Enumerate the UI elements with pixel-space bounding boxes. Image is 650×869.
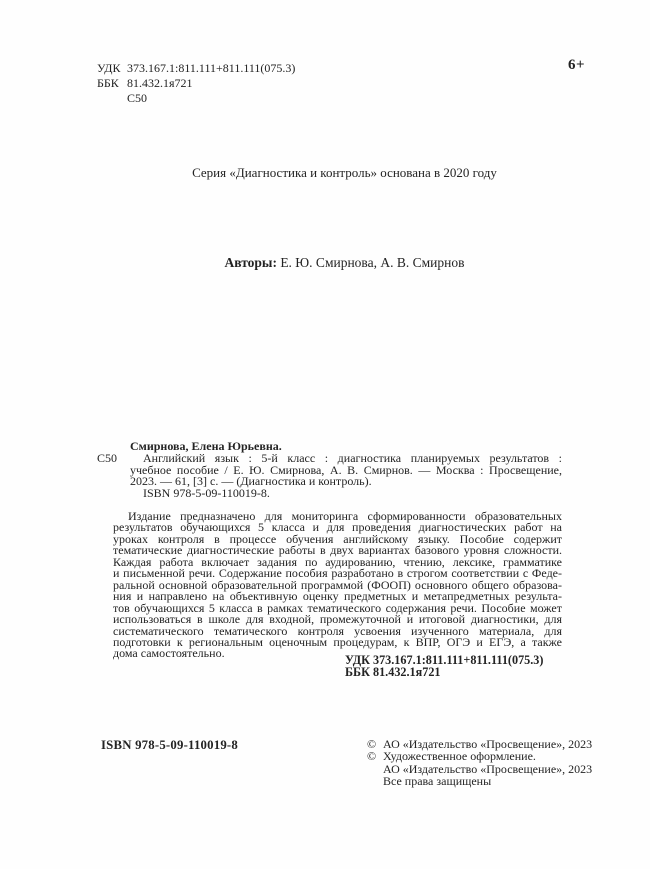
annotation-line: систематического тематического контроля усвоения изученного материала, для xyxy=(113,623,562,638)
copyright-text: АО «Издательство «Просвещение», 2023 xyxy=(383,737,593,751)
author-sign-value: С50 xyxy=(127,91,148,105)
classification-udk-line: УДК 373.167.1:811.111+811.111(075.3) xyxy=(345,653,544,667)
udk-value: 373.167.1:811.111+811.111(075.3) xyxy=(127,61,296,75)
bbk-label: ББК xyxy=(97,76,119,90)
authors-label: Авторы: xyxy=(224,255,277,270)
catalog-title-line: Английский язык : 5-й класс : диагностика планируемых результатов : xyxy=(143,450,562,465)
bbk-row xyxy=(97,76,295,91)
catalog-author-heading: Смирнова, Елена Юрьевна. xyxy=(130,439,282,453)
annotation-line: Каждая работа включает задания по аудированию, чтению, лексике, грамматике xyxy=(113,554,562,569)
catalog-collation-line: 2023. — 61, [3] с. — (Диагностика и контроль). xyxy=(130,474,372,489)
annotation-line: уроках контроля в процессе обучения английскому языку. Пособие содержит xyxy=(113,531,562,546)
annotation-line: дома самостоятельно. xyxy=(113,646,225,661)
bbk-value: 81.432.1я721 xyxy=(127,76,193,90)
copyright-symbol-spacer xyxy=(367,775,383,787)
footer-isbn: ISBN 978-5-09-110019-8 xyxy=(101,738,238,752)
annotation-paragraph xyxy=(113,511,562,660)
annotation-line: ральной основной образовательной программой (ФООП) основного общего образова- xyxy=(113,577,562,592)
udk-label: УДК xyxy=(97,61,121,75)
copyright-text: АО «Издательство «Просвещение», 2023 xyxy=(383,761,593,776)
copyright-line xyxy=(367,775,592,787)
series-statement: Серия «Диагностика и контроль» основана в 2020 году xyxy=(192,165,497,180)
catalog-entry xyxy=(97,441,562,500)
top-classification-block xyxy=(97,61,295,106)
classification-bbk-line: ББК 81.432.1я721 xyxy=(345,664,441,679)
copyright-symbol: © xyxy=(367,737,377,751)
age-rating-mark: 6+ xyxy=(568,57,586,73)
copyright-text: Художественное оформление. xyxy=(383,749,536,764)
annotation-line: тов обучающихся 5 класса в рамках тематического содержания речи. Пособие может xyxy=(113,600,562,615)
copyright-line xyxy=(367,750,592,762)
authors-statement xyxy=(112,255,577,271)
author-sign-label xyxy=(97,91,127,106)
annotation-line: ния и направлено на объективную оценку предметных и метапредметных результа- xyxy=(113,589,562,604)
copyright-symbol: © xyxy=(367,749,377,764)
author-sign-row xyxy=(97,91,295,106)
annotation-line: результатов обучающихся 5 класса и для проведения диагностических работ на xyxy=(113,520,562,535)
authors-names: Е. Ю. Смирнова, А. В. Смирнов xyxy=(276,255,465,270)
copyright-text: Все права защищены xyxy=(383,774,492,789)
catalog-isbn-line: ISBN 978-5-09-110019-8. xyxy=(143,486,270,501)
annotation-line: и письменной речи. Содержание пособия разработано в строгом соответствии с Феде- xyxy=(113,566,562,581)
classification-repeat-block xyxy=(345,655,543,678)
annotation-line: тематические диагностические работы в двух вариантах базового уровня сложности. xyxy=(113,543,562,558)
copyright-symbol-spacer xyxy=(367,763,383,775)
annotation-line: Издание предназначено для мониторинга сформированности образовательных xyxy=(128,509,562,523)
copyright-block xyxy=(367,738,592,788)
annotation-line: использоваться в школе для входной, промежуточной и итоговой диагностики, для xyxy=(113,612,562,627)
catalog-imprint-line: учебное пособие / Е. Ю. Смирнова, А. В. Смирнов. — Москва : Просвещение, xyxy=(130,462,562,477)
udk-row xyxy=(97,61,295,76)
annotation-line: подготовки к региональным оценочным процедурам, к ВПР, ОГЭ и ЕГЭ, а также xyxy=(113,634,562,649)
catalog-author-sign: С50 xyxy=(97,451,118,465)
